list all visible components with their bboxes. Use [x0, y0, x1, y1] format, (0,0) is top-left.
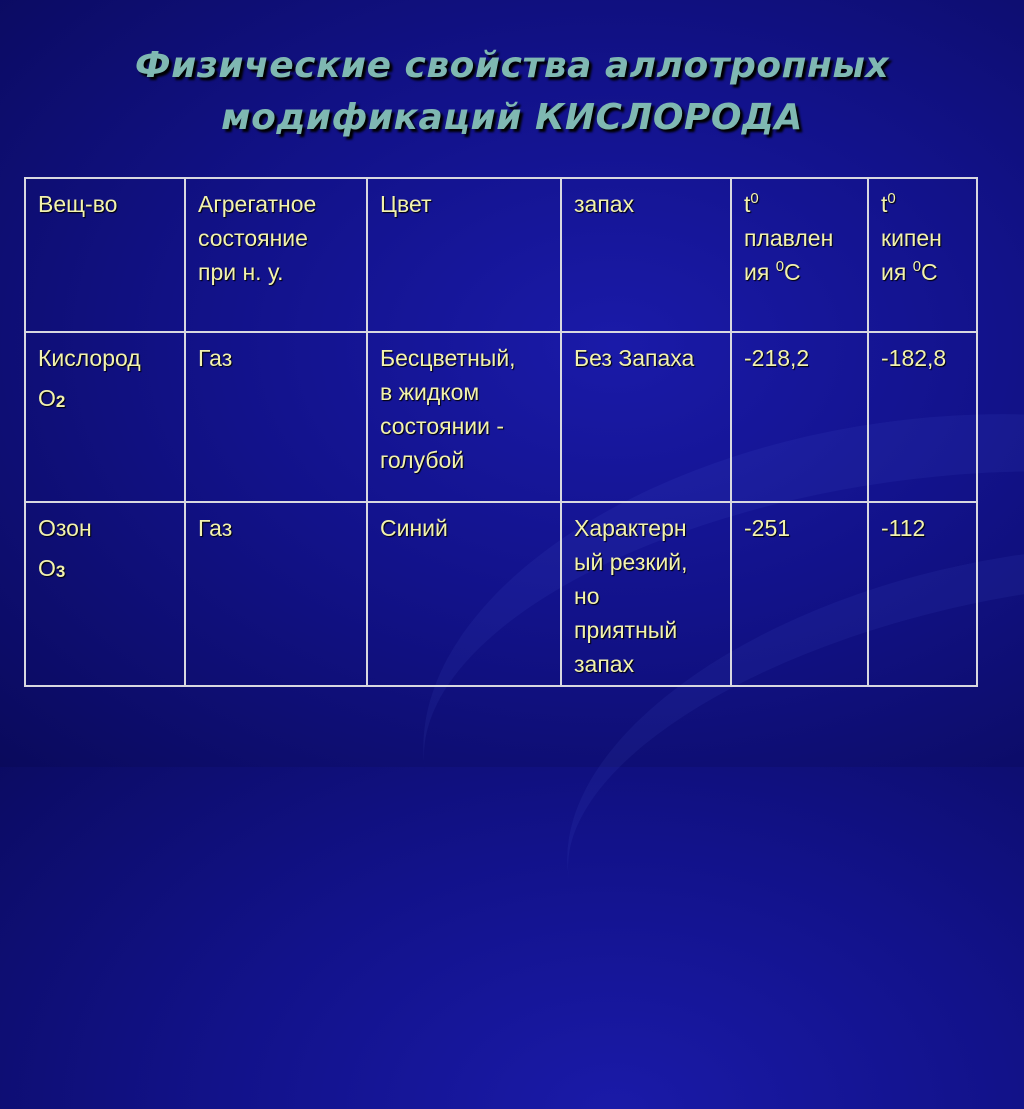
chemical-formula: O2: [38, 385, 66, 411]
header-melting-point: $t^0$ плавлен ия $^0$С: [731, 178, 868, 332]
cell-smell: Без Запаха: [561, 332, 731, 502]
header-color: Цвет: [367, 178, 561, 332]
cell-color: Бесцветный, в жидком состоянии - голубой: [367, 332, 561, 502]
cell-melting-point: -251: [731, 502, 868, 686]
header-smell: запах: [561, 178, 731, 332]
cell-color: Синий: [367, 502, 561, 686]
cell-melting-point: -218,2: [731, 332, 868, 502]
slide-title: [0, 40, 1024, 144]
cell-boiling-point: -182,8: [868, 332, 977, 502]
title-line-1: Физические свойства аллотропных: [134, 45, 890, 86]
properties-table: [24, 177, 978, 687]
cell-smell: Характерн ый резкий, но приятный запах: [561, 502, 731, 686]
cell-substance: Озон O3: [25, 502, 185, 686]
table-header-row: [25, 178, 977, 332]
header-substance: Вещ-во: [25, 178, 185, 332]
table-row-ozone: [25, 502, 977, 686]
cell-substance: Кислород O2: [25, 332, 185, 502]
cell-state: Газ: [185, 332, 367, 502]
cell-boiling-point: -112: [868, 502, 977, 686]
cell-state: Газ: [185, 502, 367, 686]
table-row-oxygen: [25, 332, 977, 502]
header-state: Агрегатное состояние при н. у.: [185, 178, 367, 332]
title-line-2: модификаций КИСЛОРОДА: [221, 97, 803, 138]
header-boiling-point: $t^0$ кипен ия $^0$С: [868, 178, 977, 332]
chemical-formula: O3: [38, 555, 66, 581]
